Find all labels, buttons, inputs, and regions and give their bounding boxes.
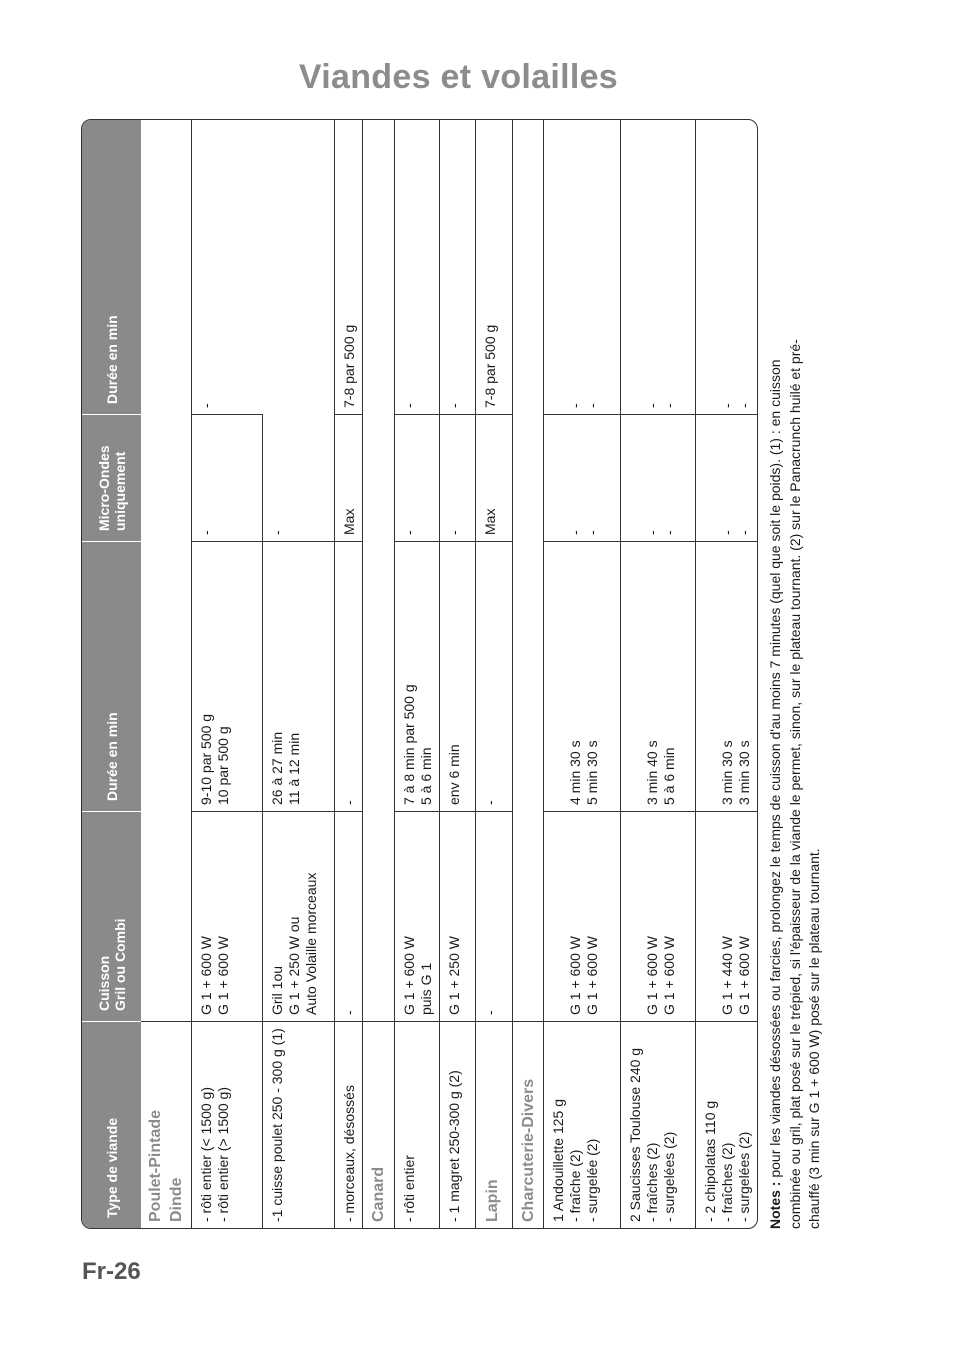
category-poulet: Poulet-Pintade Dinde (141, 1021, 192, 1228)
category-row-poulet (141, 120, 192, 1228)
table-row: - morceaux, désossés - - Max 7-8 par 500 g (335, 120, 363, 1228)
category-canard: Canard (363, 1021, 395, 1228)
table-row: 1 Andouillette 125 g - fraîche (2) - surgelée (2) G 1 + 600 W G 1 + 600 W 4 min 30 s 5 min 30 s - - - - (544, 120, 621, 1228)
header-type: Type de viande (82, 1021, 141, 1228)
page-number: Fr-26 (82, 1258, 141, 1285)
category-lapin: Lapin (476, 1021, 513, 1228)
header-micro: Micro-Ondes uniquement (82, 414, 141, 541)
table-row: - rôti entier G 1 + 600 W puis G 1 7 à 8 min par 500 g 5 à 6 min - - (395, 120, 440, 1228)
page-title: Viandes et volailles (298, 58, 618, 96)
table-row: - rôti entier (< 1500 g) - rôti entier (> 1500 g) G 1 + 600 W G 1 + 600 W 9-10 par 500 g 10 par 500 g - - (192, 120, 263, 1228)
notes: Notes : pour les viandes désossées ou farcies, prolongez le temps de cuisson d'au moins 7 minutes (quel que soit le poids). (1) : en cuisson combinée ou gril, plat posé sur le trépied, si l'épaisseur de la viande le permet, sinon, sur le plateau tournant. (2) sur le Panacrunch huilé et pré- chauffé (3 min sur G 1 + 600 W) posé sur le plateau tournant. (767, 339, 822, 1229)
header-duree-2: Durée en min (82, 120, 141, 414)
table-row: - 1 magret 250-300 g (2) G 1 + 250 W env 6 min - - (440, 120, 476, 1228)
table-row: - 2 chipolatas 110 g - fraîches (2) - surgelées (2) G 1 + 440 W G 1 + 600 W 3 min 30 s 3 min 30 s - - - - (696, 120, 757, 1228)
table-header-row (82, 120, 141, 1228)
category-row-charcuterie (513, 120, 544, 1228)
notes-label: Notes : (767, 1181, 783, 1229)
table-row: -1 cuisse poulet 250 - 300 g (1) Gril 1ou G 1 + 250 W ou Auto Volaille morceaux 26 à 27 min 11 à 12 min - (263, 120, 335, 1228)
cooking-table (81, 119, 758, 1229)
header-cuisson: Cuisson Gril ou Combi (82, 811, 141, 1021)
table-row: 2 Saucisses Toulouse 240 g - fraîches (2) - surgelées (2) G 1 + 600 W G 1 + 600 W 3 min 40 s 5 à 6 min - - - - (621, 120, 696, 1228)
category-charcuterie: Charcuterie-Divers (513, 1021, 544, 1228)
table-row-lapin: Lapin - - Max 7-8 par 500 g (476, 120, 513, 1228)
table-container (81, 121, 752, 1229)
header-duree-1: Durée en min (82, 541, 141, 811)
category-row-canard (363, 120, 395, 1228)
